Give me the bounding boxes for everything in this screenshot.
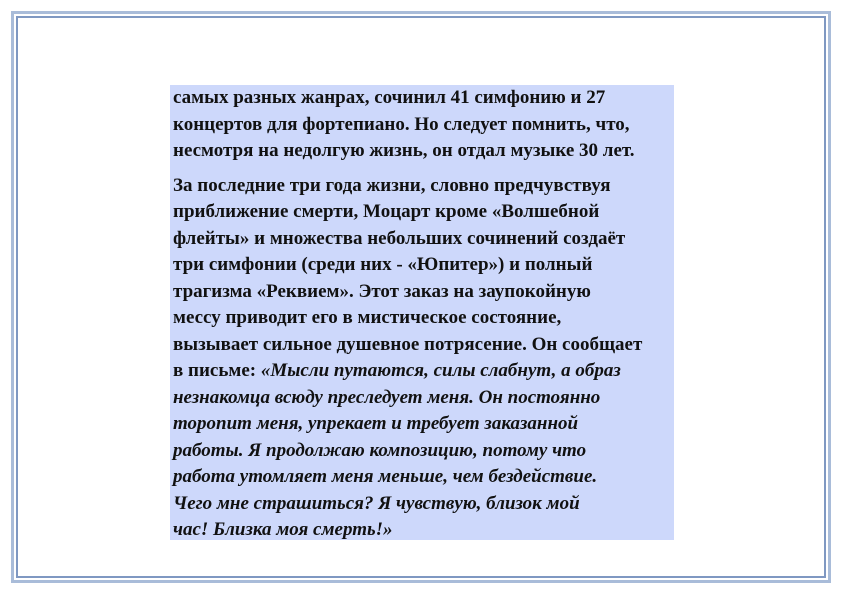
paragraph-1: самых разных жанрах, сочинил 41 симфонию и 27 концертов для фортепиано. Но следует помнить, что, несмотря на недолгую жизнь, он отдал музыке 30 лет.	[173, 87, 635, 161]
paragraph-2-intro: За последние три года жизни, словно предчувствуя приближение смерти, Моцарт кроме «Волшебной флейты» и множества небольших сочинений создаёт три симфонии (среди них - «Юпитер») и полный трагизма «Реквием». Этот заказ на заупокойную мессу приводит его в мистическое состояние, вызывает сильное душевное потрясение. Он сообщает в письме:	[173, 174, 643, 381]
mozart-letter-quote: «Мысли путаются, силы слабнут, а образ незнакомца всюду преследует меня. Он постоянно торопит меня, упрекает и требует заказанной работы. Я продолжаю композицию, потому что работа утомляет меня меньше, чем бездействие. Чего мне страшиться? Я чувствую, близок мой час! Близка моя смерть!»	[173, 360, 621, 540]
text-box	[170, 85, 674, 540]
paragraph-2	[173, 173, 674, 544]
